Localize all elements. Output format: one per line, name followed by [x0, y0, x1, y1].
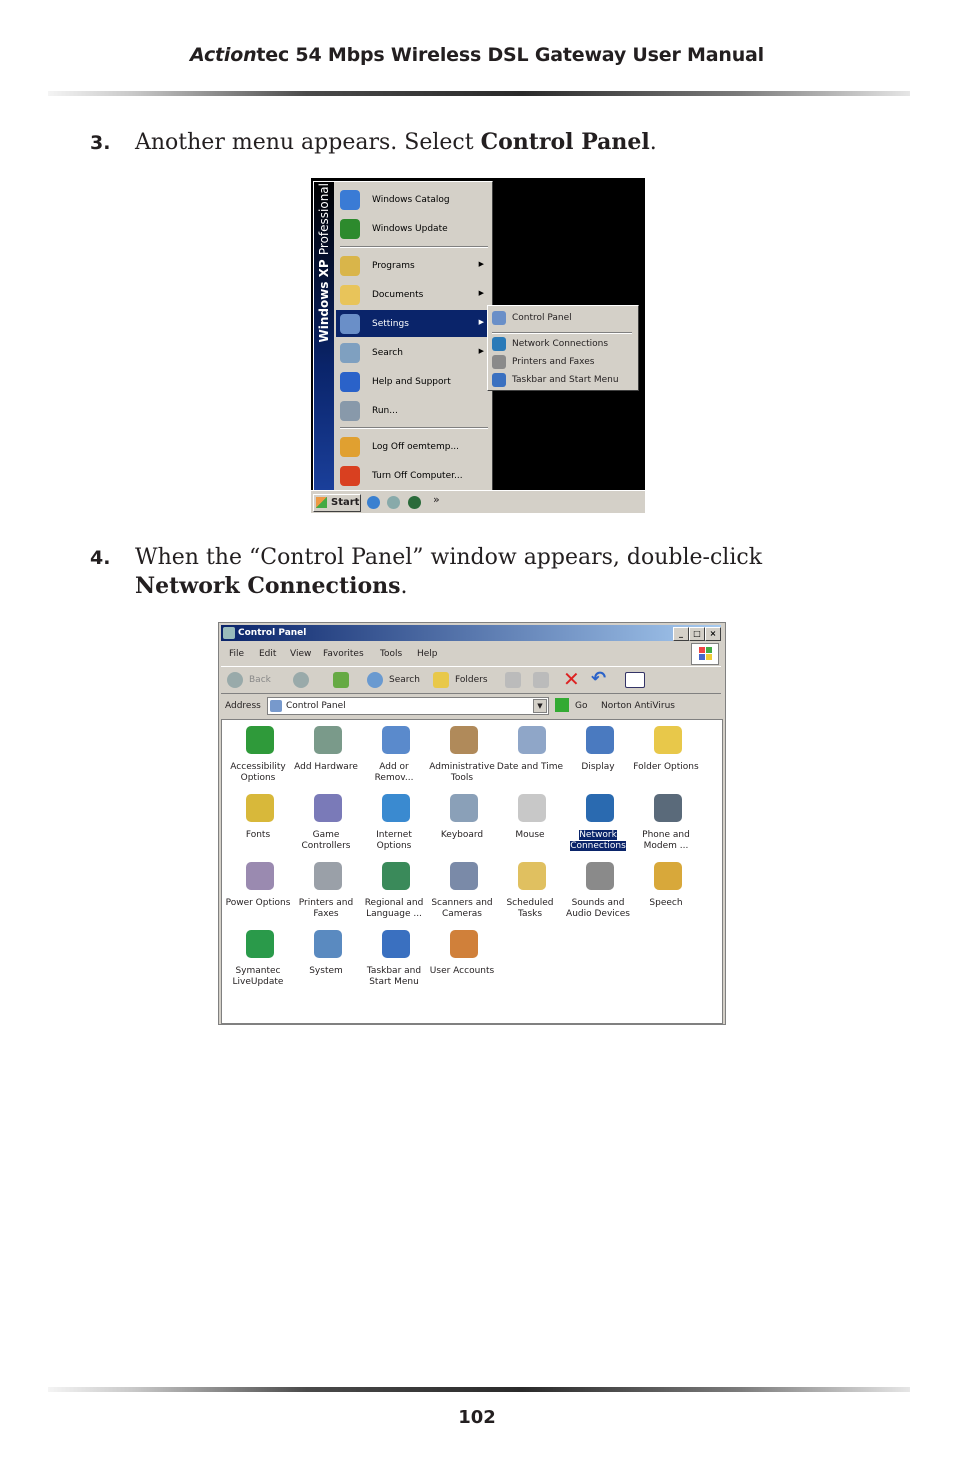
control-panel-content	[221, 719, 723, 1024]
desktop-icon[interactable]	[387, 496, 400, 509]
band-bold: Windows XP	[317, 259, 331, 343]
cp-item-16[interactable]	[360, 858, 428, 924]
start-menu-item-8[interactable]	[336, 433, 490, 460]
cp-item-icon	[518, 794, 546, 822]
cp-item-icon	[314, 862, 342, 890]
toolbar	[221, 666, 721, 694]
back-arrow-icon	[227, 672, 243, 688]
step-number: 3.	[90, 132, 111, 154]
cp-item-icon	[654, 862, 682, 890]
menu-item-label: Windows Catalog	[372, 195, 450, 205]
cp-item-icon	[518, 862, 546, 890]
cp-item-icon	[586, 862, 614, 890]
menu-separator	[340, 427, 488, 429]
cp-item-icon	[382, 726, 410, 754]
cp-item-label: Power Options	[225, 898, 291, 908]
cp-item-24[interactable]	[428, 926, 496, 992]
cp-item-icon	[586, 726, 614, 754]
cp-item-label: Fonts	[245, 830, 271, 840]
cp-item-label: Symantec LiveUpdate	[232, 966, 284, 987]
cp-item-3[interactable]	[428, 722, 496, 788]
cp-item-label: Add or Remov...	[374, 762, 414, 783]
windows-flag-icon	[316, 497, 327, 508]
cp-item-icon	[382, 930, 410, 958]
cp-item-19[interactable]	[564, 858, 632, 924]
band-normal: Professional	[317, 183, 331, 256]
cp-item-label: Display	[581, 762, 615, 772]
cp-item-9[interactable]	[360, 790, 428, 856]
cp-item-icon	[246, 726, 274, 754]
menu-item-label: Log Off oemtemp...	[372, 442, 460, 452]
submenu-item-2[interactable]	[490, 353, 636, 371]
address-bar: Address Control Panel ▼ Go Norton AntiVirus	[221, 695, 721, 717]
cp-item-6[interactable]	[632, 722, 700, 788]
cp-item-icon	[382, 862, 410, 890]
minimize-button[interactable]: _	[673, 627, 689, 641]
menu-item-label: Settings	[372, 319, 409, 329]
step-number: 4.	[90, 547, 111, 569]
cp-item-label: Printers and Faxes	[298, 898, 354, 919]
cp-item-icon	[314, 794, 342, 822]
norton-antivirus-button[interactable]: Norton AntiVirus	[601, 701, 675, 711]
cp-item-icon	[450, 862, 478, 890]
cp-item-label: Folder Options	[633, 762, 699, 772]
search-button[interactable]: Search	[367, 671, 427, 689]
submenu-separator	[492, 332, 632, 334]
menu-item-icon	[340, 219, 360, 239]
cp-item-18[interactable]	[496, 858, 564, 924]
submenu-item-3[interactable]	[490, 371, 636, 389]
cp-item-label: Regional and Language ...	[364, 898, 424, 919]
bottom-rule	[48, 1387, 910, 1392]
folders-button[interactable]: Folders	[433, 671, 495, 689]
cp-item-4[interactable]	[496, 722, 564, 788]
cp-item-icon	[586, 794, 614, 822]
control-panel-icon	[223, 627, 235, 639]
top-rule	[48, 91, 910, 96]
menu-item-label: Help and Support	[372, 377, 451, 387]
start-menu-item-9[interactable]	[336, 462, 490, 489]
cp-item-icon	[246, 930, 274, 958]
submenu-item-0[interactable]	[490, 309, 636, 327]
submenu-item-label: Network Connections	[512, 339, 609, 349]
cp-item-22[interactable]	[292, 926, 360, 992]
menu-item-label: Documents	[372, 290, 424, 300]
ie-icon[interactable]	[367, 496, 380, 509]
views-icon	[625, 672, 645, 688]
cp-item-label: Game Controllers	[301, 830, 351, 851]
start-menu-item-4[interactable]	[336, 310, 490, 337]
cp-item-label: System	[309, 966, 343, 976]
cp-item-5[interactable]	[564, 722, 632, 788]
header-title: tec 54 Mbps Wireless DSL Gateway User Manual	[256, 44, 764, 66]
cp-item-1[interactable]	[292, 722, 360, 788]
search-icon	[367, 672, 383, 688]
submenu-arrow-icon: ▶	[478, 260, 484, 268]
delete-icon[interactable]: ✕	[563, 667, 580, 691]
menu-separator	[340, 246, 488, 248]
submenu-arrow-icon: ▶	[478, 347, 484, 355]
menu-edit[interactable]: Edit	[259, 649, 277, 659]
cp-item-20[interactable]	[632, 858, 700, 924]
submenu-item-label: Taskbar and Start Menu	[512, 375, 619, 385]
cp-item-label: Speech	[649, 898, 683, 908]
page-header	[0, 44, 954, 66]
cp-item-12[interactable]	[564, 790, 632, 856]
undo-icon[interactable]: ↶	[591, 668, 607, 689]
menu-item-icon	[340, 256, 360, 276]
cp-item-10[interactable]	[428, 790, 496, 856]
menu-item-icon	[340, 437, 360, 457]
submenu-item-icon	[492, 373, 506, 387]
cp-item-15[interactable]	[292, 858, 360, 924]
address-label: Address	[225, 701, 261, 711]
cp-item-14[interactable]	[224, 858, 292, 924]
menu-help[interactable]: Help	[417, 649, 438, 659]
cp-item-2[interactable]	[360, 722, 428, 788]
address-input[interactable]: Control Panel ▼	[267, 697, 549, 715]
cp-item-icon	[654, 794, 682, 822]
menu-item-icon	[340, 401, 360, 421]
cp-item-label: Scheduled Tasks	[506, 898, 554, 919]
cp-item-label: Accessibility Options	[230, 762, 286, 783]
cp-item-label: Scanners and Cameras	[431, 898, 493, 919]
cp-item-11[interactable]	[496, 790, 564, 856]
up-button[interactable]	[333, 671, 349, 689]
cp-item-label: Internet Options	[376, 830, 412, 851]
submenu-item-icon	[492, 355, 506, 369]
menu-item-icon	[340, 372, 360, 392]
cp-item-label: Phone and Modem ...	[642, 830, 690, 851]
header-brand: Action	[190, 44, 257, 66]
cp-item-label: Network Connections	[570, 830, 626, 851]
submenu-arrow-icon: ▶	[478, 318, 484, 326]
cp-item-icon	[654, 726, 682, 754]
submenu-arrow-icon: ▶	[478, 289, 484, 297]
control-panel-icon	[270, 700, 282, 712]
submenu-item-label: Printers and Faxes	[512, 357, 595, 367]
cp-item-icon	[450, 930, 478, 958]
chevron-icon[interactable]: »	[433, 493, 440, 506]
folder-up-icon	[333, 672, 349, 688]
cp-item-icon	[246, 862, 274, 890]
start-button[interactable]: Start	[313, 494, 361, 512]
cp-item-label: User Accounts	[429, 966, 495, 976]
menu-item-icon	[340, 343, 360, 363]
submenu-item-icon	[492, 311, 506, 325]
menu-bar	[221, 644, 721, 664]
cp-item-label: Date and Time	[496, 762, 564, 772]
cp-item-icon	[518, 726, 546, 754]
cp-item-0[interactable]	[224, 722, 292, 788]
menu-item-label: Windows Update	[372, 224, 448, 234]
cp-item-icon	[450, 794, 478, 822]
cp-item-7[interactable]	[224, 790, 292, 856]
close-button[interactable]: ×	[705, 627, 721, 641]
copy-to-icon	[533, 672, 549, 688]
start-menu-item-6[interactable]	[336, 368, 490, 395]
cp-item-icon	[314, 930, 342, 958]
menu-file[interactable]: File	[229, 649, 245, 659]
cp-item-label: Mouse	[515, 830, 545, 840]
step-text: When the “Control Panel” window appears, double-click Network Connections.	[135, 545, 763, 599]
start-menu	[313, 181, 493, 491]
submenu-item-icon	[492, 337, 506, 351]
submenu-item-1[interactable]	[490, 335, 636, 353]
move-to-icon	[505, 672, 521, 688]
maximize-button[interactable]: □	[689, 627, 705, 641]
submenu-item-label: Control Panel	[512, 313, 572, 323]
start-menu-item-3[interactable]	[336, 281, 490, 308]
cp-item-icon	[450, 726, 478, 754]
menu-item-label: Search	[372, 348, 403, 358]
folders-icon	[433, 672, 449, 688]
menu-item-icon	[340, 466, 360, 486]
cp-item-8[interactable]	[292, 790, 360, 856]
cp-item-label: Sounds and Audio Devices	[566, 898, 630, 919]
views-button[interactable]	[625, 671, 655, 689]
xp-band	[314, 182, 334, 490]
control-panel-window	[218, 622, 726, 1025]
start-menu-item-2[interactable]	[336, 252, 490, 279]
menu-item-icon	[340, 285, 360, 305]
menu-item-label: Turn Off Computer...	[372, 471, 463, 481]
forward-button[interactable]	[293, 671, 309, 689]
menu-view[interactable]: View	[290, 649, 312, 659]
menu-item-label: Programs	[372, 261, 415, 271]
title-bar: Control Panel _ □ ×	[221, 625, 721, 641]
page-number: 102	[458, 1407, 496, 1428]
cp-item-label: Add Hardware	[294, 762, 358, 772]
start-menu-item-0[interactable]	[336, 186, 490, 213]
go-arrow-icon	[555, 698, 569, 712]
cp-item-17[interactable]	[428, 858, 496, 924]
cp-item-icon	[246, 794, 274, 822]
address-dropdown-icon[interactable]: ▼	[533, 699, 547, 713]
cp-item-label: Keyboard	[440, 830, 484, 840]
menu-tools[interactable]: Tools	[380, 649, 403, 659]
start-menu-screenshot	[311, 178, 645, 513]
step-text: Another menu appears. Select Control Panel.	[135, 129, 657, 155]
back-button[interactable]: Back	[227, 671, 287, 689]
menu-item-icon	[340, 314, 360, 334]
start-menu-item-7[interactable]	[336, 397, 490, 424]
media-player-icon[interactable]	[408, 496, 421, 509]
move-to-button[interactable]	[505, 671, 521, 689]
forward-arrow-icon	[293, 672, 309, 688]
cp-item-icon	[314, 726, 342, 754]
cp-item-label: Administrative Tools	[429, 762, 495, 783]
cp-item-icon	[382, 794, 410, 822]
cp-item-13[interactable]	[632, 790, 700, 856]
start-menu-item-1[interactable]	[336, 215, 490, 242]
cp-item-23[interactable]	[360, 926, 428, 992]
menu-favorites[interactable]: Favorites	[323, 649, 364, 659]
windows-logo-icon	[691, 643, 719, 665]
start-menu-item-5[interactable]	[336, 339, 490, 366]
menu-item-label: Run...	[372, 406, 398, 416]
menu-item-icon	[340, 190, 360, 210]
settings-submenu	[487, 305, 639, 391]
copy-to-button[interactable]	[533, 671, 549, 689]
cp-item-label: Taskbar and Start Menu	[366, 966, 422, 987]
cp-item-21[interactable]	[224, 926, 292, 992]
taskbar	[311, 490, 645, 513]
